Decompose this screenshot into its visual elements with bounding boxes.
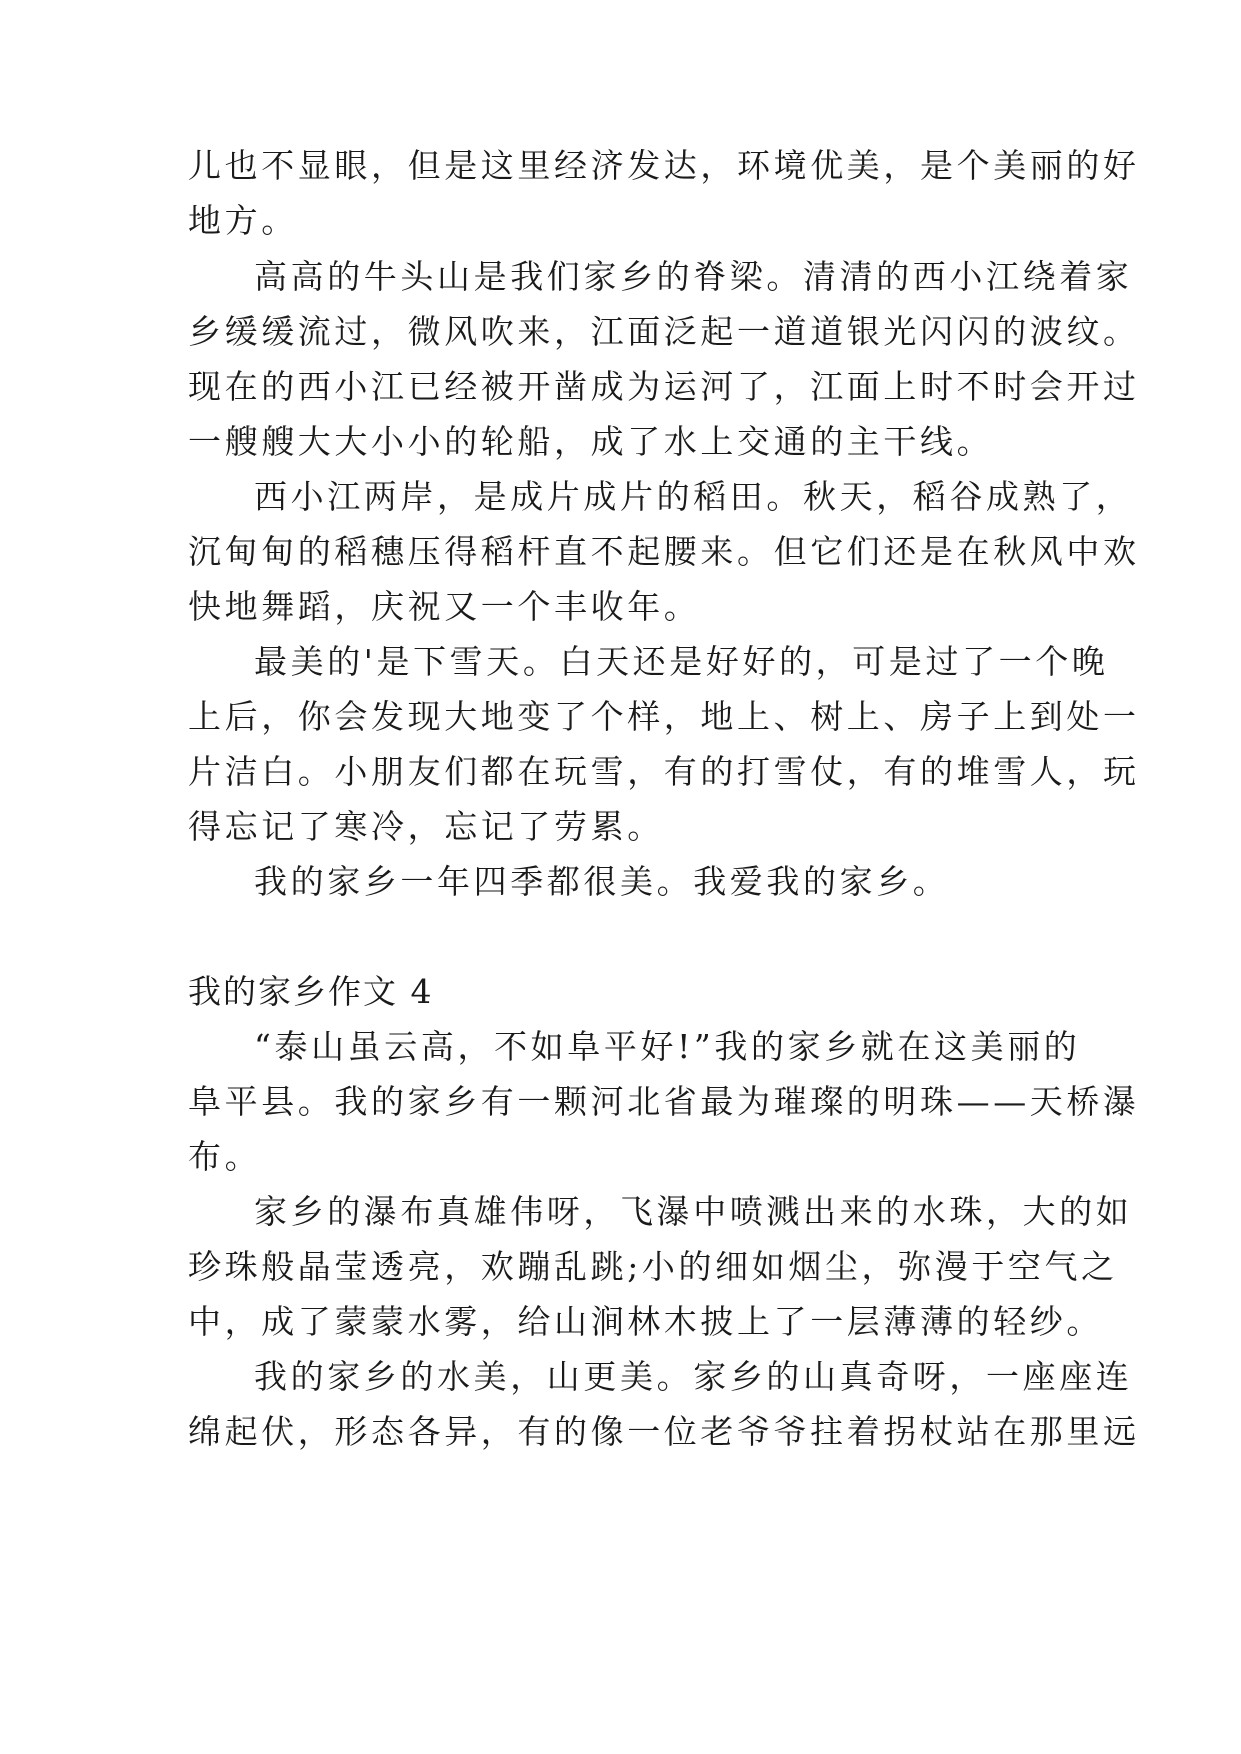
paragraph-line: 儿也不显眼，但是这里经济发达，环境优美，是个美丽的好 xyxy=(188,146,1140,185)
paragraph-line: 乡缓缓流过，微风吹来，江面泛起一道道银光闪闪的波纹。 xyxy=(188,312,1140,351)
paragraph-line: “泰山虽云高，不如阜平好!”我的家乡就在这美丽的 xyxy=(254,1027,1081,1066)
paragraph-line: 西小江两岸，是成片成片的稻田。秋天，稻谷成熟了， xyxy=(254,477,1133,516)
paragraph-line: 家乡的瀑布真雄伟呀，飞瀑中喷溅出来的水珠，大的如 xyxy=(254,1192,1133,1231)
paragraph-line: 片洁白。小朋友们都在玩雪，有的打雪仗，有的堆雪人，玩 xyxy=(188,752,1140,791)
paragraph-line: 一艘艘大大小小的轮船，成了水上交通的主干线。 xyxy=(188,422,994,461)
paragraph-line: 最美的'是下雪天。白天还是好好的，可是过了一个晚 xyxy=(254,642,1109,681)
section-heading: 我的家乡作文 4 xyxy=(188,972,434,1011)
paragraph-line: 阜平县。我的家乡有一颗河北省最为璀璨的明珠——天桥瀑 xyxy=(188,1082,1140,1121)
paragraph-line: 布。 xyxy=(188,1137,262,1176)
paragraph-line: 我的家乡的水美，山更美。家乡的山真奇呀，一座座连 xyxy=(254,1357,1133,1396)
paragraph-line: 中，成了蒙蒙水雾，给山涧林木披上了一层薄薄的轻纱。 xyxy=(188,1302,1103,1341)
paragraph-line: 珍珠般晶莹透亮，欢蹦乱跳;小的细如烟尘，弥漫于空气之 xyxy=(188,1247,1118,1286)
paragraph-line: 现在的西小江已经被开凿成为运河了，江面上时不时会开过 xyxy=(188,367,1140,406)
paragraph-line: 我的家乡一年四季都很美。我爱我的家乡。 xyxy=(254,862,950,901)
paragraph-line: 快地舞蹈，庆祝又一个丰收年。 xyxy=(188,587,701,626)
paragraph-line: 得忘记了寒冷，忘记了劳累。 xyxy=(188,807,664,846)
paragraph-line: 上后，你会发现大地变了个样，地上、树上、房子上到处一 xyxy=(188,697,1140,736)
paragraph-line: 沉甸甸的稻穗压得稻杆直不起腰来。但它们还是在秋风中欢 xyxy=(188,532,1140,571)
paragraph-line: 绵起伏，形态各异，有的像一位老爷爷拄着拐杖站在那里远 xyxy=(188,1412,1140,1451)
paragraph-line: 地方。 xyxy=(188,201,298,240)
paragraph-line: 高高的牛头山是我们家乡的脊梁。清清的西小江绕着家 xyxy=(254,257,1133,296)
